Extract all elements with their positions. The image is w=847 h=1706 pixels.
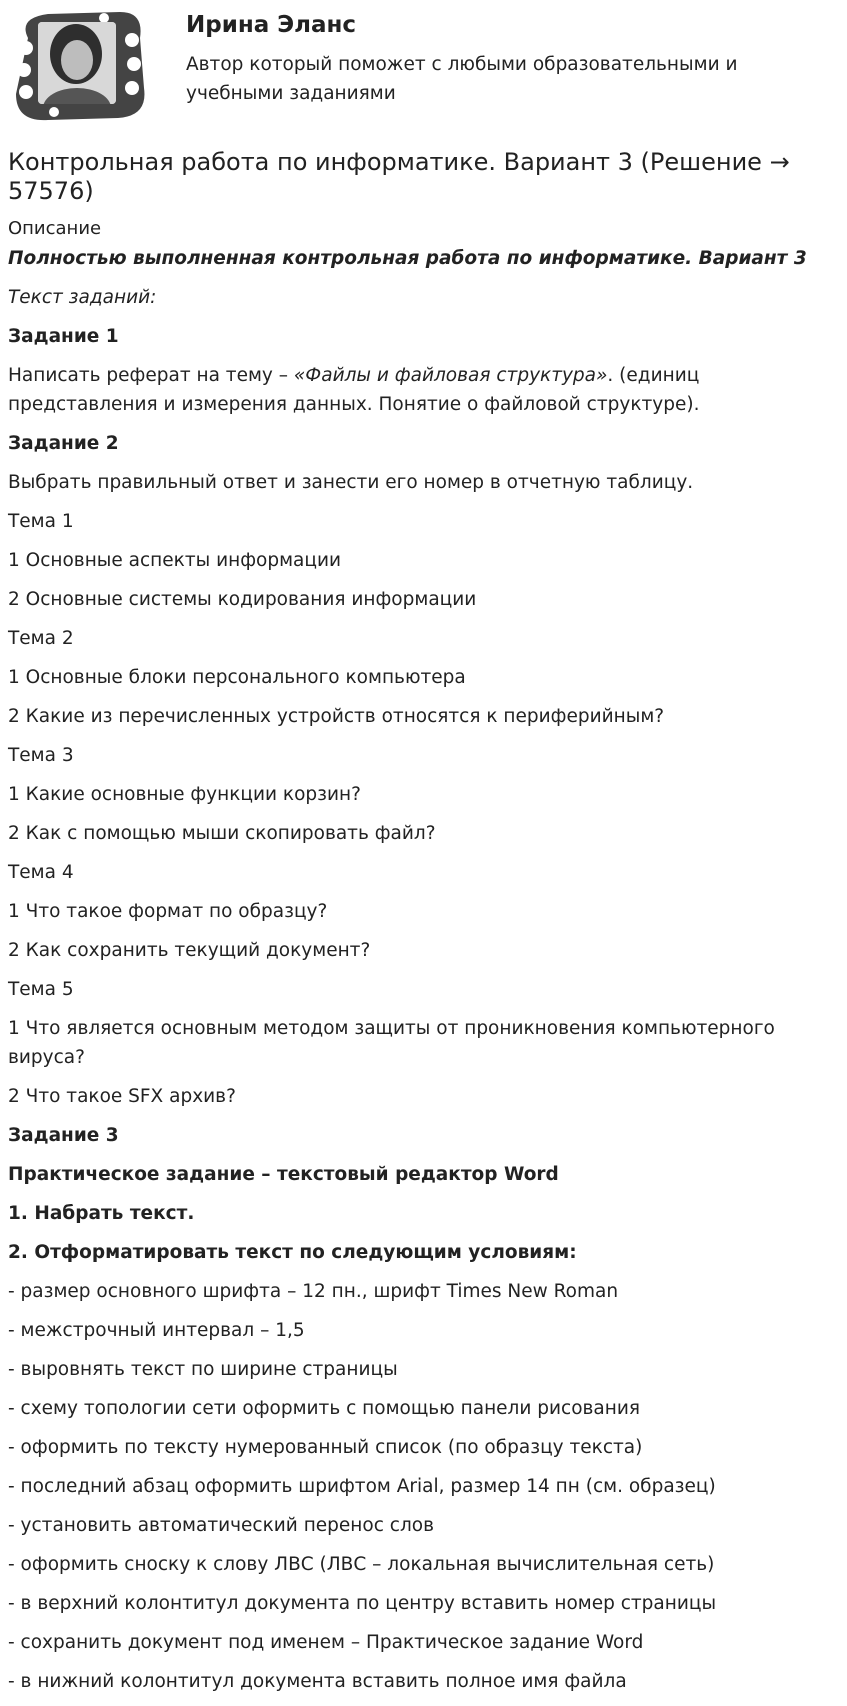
description-label: Описание bbox=[8, 218, 102, 239]
theme-label: Тема 1 bbox=[8, 511, 74, 532]
task1-text-after: . (единиц представления и измерения данных. Понятие о файловой структуре). bbox=[8, 365, 700, 415]
task2-heading: Задание 2 bbox=[8, 433, 119, 454]
task1-text bbox=[8, 361, 838, 419]
theme-label: Тема 3 bbox=[8, 745, 74, 766]
theme-question: 1 Основные блоки персонального компьютера bbox=[8, 667, 466, 688]
author-description: Автор который поможет с любыми образовательными и учебными заданиями bbox=[186, 54, 738, 104]
task1-heading: Задание 1 bbox=[8, 326, 119, 347]
theme-question: 2 Как сохранить текущий документ? bbox=[8, 940, 371, 961]
theme-label: Тема 4 bbox=[8, 862, 74, 883]
tasks-heading: Текст заданий: bbox=[8, 287, 157, 308]
condition-item: - в верхний колонтитул документа по центру вставить номер страницы bbox=[8, 1593, 717, 1614]
condition-item: - последний абзац оформить шрифтом Arial, размер 14 пн (см. образец) bbox=[8, 1476, 716, 1497]
theme-question: 1 Что такое формат по образцу? bbox=[8, 901, 328, 922]
task1-text-before: Написать реферат на тему – bbox=[8, 365, 294, 386]
condition-item: - установить автоматический перенос слов bbox=[8, 1515, 434, 1536]
author-header bbox=[0, 0, 847, 128]
condition-item: - размер основного шрифта – 12 пн., шрифт Times New Roman bbox=[8, 1281, 619, 1302]
theme-question: 1 Что является основным методом защиты от проникновения компьютерного вируса? bbox=[8, 1018, 775, 1068]
task3-subheading: Практическое задание – текстовый редактор Word bbox=[8, 1164, 559, 1185]
theme-question: 2 Основные системы кодирования информации bbox=[8, 589, 477, 610]
theme-label: Тема 2 bbox=[8, 628, 74, 649]
condition-item: - в нижний колонтитул документа вставить полное имя файла bbox=[8, 1671, 627, 1692]
theme-question: 1 Основные аспекты информации bbox=[8, 550, 342, 571]
page-title: Контрольная работа по информатике. Вариант 3 (Решение → 57576) bbox=[8, 148, 790, 205]
task2-intro: Выбрать правильный ответ и занести его номер в отчетную таблицу. bbox=[8, 472, 694, 493]
author-name[interactable]: Ирина Эланс bbox=[186, 12, 357, 38]
condition-item: - оформить сноску к слову ЛВС (ЛВС – локальная вычислительная сеть) bbox=[8, 1554, 715, 1575]
condition-item: - схему топологии сети оформить с помощью панели рисования bbox=[8, 1398, 641, 1419]
theme-question: 2 Как с помощью мыши скопировать файл? bbox=[8, 823, 436, 844]
task1-topic: «Файлы и файловая структура» bbox=[293, 365, 608, 386]
task3-step2: 2. Отформатировать текст по следующим условиям: bbox=[8, 1242, 577, 1263]
task3-heading: Задание 3 bbox=[8, 1125, 119, 1146]
description-content bbox=[8, 244, 838, 1706]
theme-label: Тема 5 bbox=[8, 979, 74, 1000]
theme-question: 1 Какие основные функции корзин? bbox=[8, 784, 361, 805]
condition-item: - сохранить документ под именем – Практическое задание Word bbox=[8, 1632, 644, 1653]
theme-question: 2 Какие из перечисленных устройств относятся к периферийным? bbox=[8, 706, 665, 727]
condition-item: - выровнять текст по ширине страницы bbox=[8, 1359, 398, 1380]
lead-paragraph: Полностью выполненная контрольная работа по информатике. Вариант 3 bbox=[8, 248, 807, 269]
author-avatar[interactable] bbox=[8, 8, 150, 124]
theme-question: 2 Что такое SFX архив? bbox=[8, 1086, 236, 1107]
task3-step1: 1. Набрать текст. bbox=[8, 1203, 195, 1224]
condition-item: - оформить по тексту нумерованный список (по образцу текста) bbox=[8, 1437, 643, 1458]
condition-item: - межстрочный интервал – 1,5 bbox=[8, 1320, 305, 1341]
